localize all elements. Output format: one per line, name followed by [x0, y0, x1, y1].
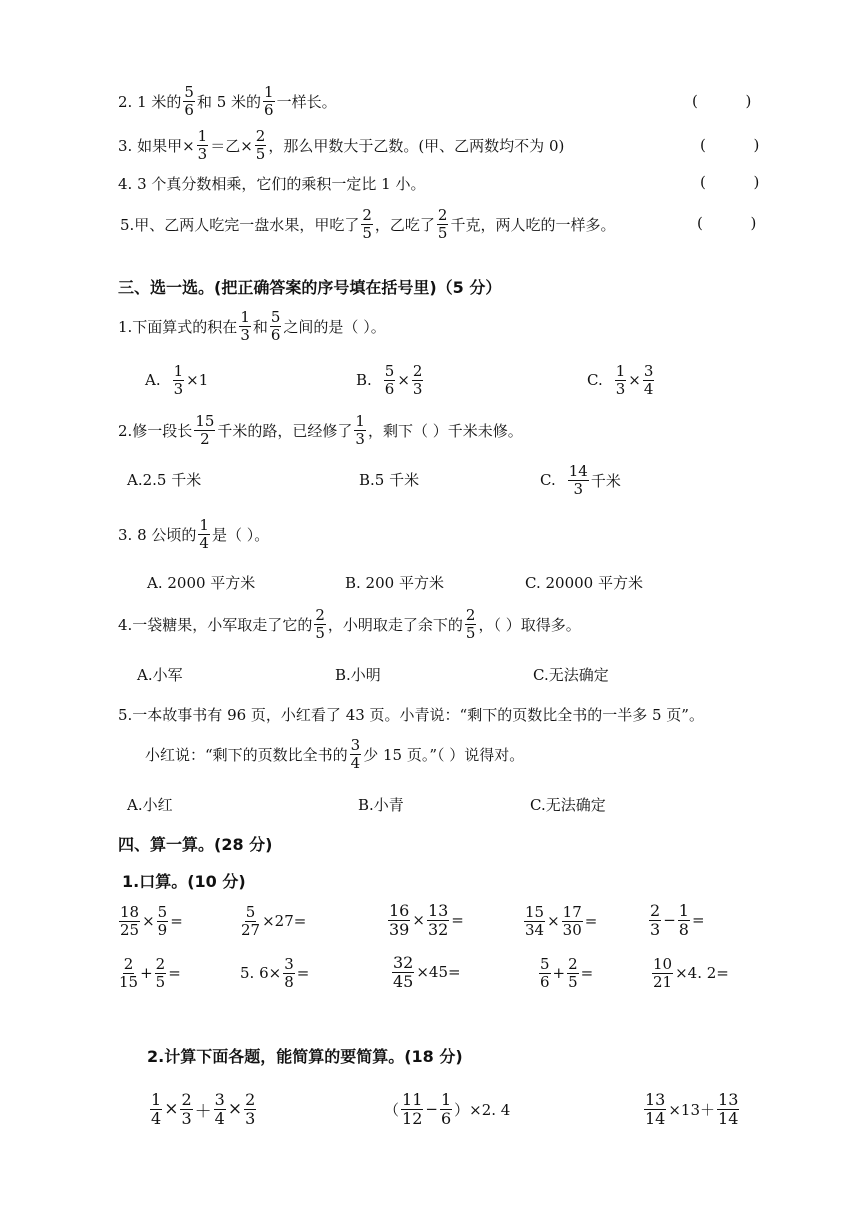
tf-q2-text-a: 2. 1 米的	[118, 92, 182, 111]
option-b[interactable]: B. $\frac{5}{6}$ × $\frac{2}{3}$	[356, 361, 423, 398]
fraction: $\frac{32}{45}$	[393, 952, 414, 991]
choice-question-3: 3. 8 公顷的 $\frac{1}{4}$ 是（ ）。	[118, 515, 270, 552]
option-a[interactable]: A. $\frac{1}{3}$ ×1	[145, 361, 209, 398]
option-a[interactable]: A. 2000 平方米	[147, 574, 256, 592]
fraction: $\frac{3}{4}$	[214, 1089, 225, 1128]
fraction: $\frac{2}{5}$	[568, 954, 578, 991]
answer-blank[interactable]: ( )	[700, 173, 760, 191]
fraction: $\frac{1}{3}$	[240, 307, 250, 344]
fraction: $\frac{13}{14}$	[645, 1089, 666, 1128]
option-a[interactable]: A.2.5 千米	[127, 471, 202, 489]
option-c[interactable]: C. 20000 平方米	[525, 574, 643, 592]
oral-item: $\frac{5}{6}$ + $\frac{2}{5}$ =	[540, 954, 594, 991]
fraction: $\frac{5}{6}$	[540, 954, 550, 991]
fraction: $\frac{2}{5}$	[362, 205, 372, 242]
fraction: $\frac{2}{5}$	[465, 605, 476, 642]
oral-item: $\frac{2}{3}$ − $\frac{1}{8}$ =	[650, 900, 705, 939]
choice-question-1: 1.下面算式的积在 $\frac{1}{3}$ 和 $\frac{5}{6}$ 之间的是（ ）。	[118, 307, 386, 344]
fraction: $\frac{1}{8}$	[678, 900, 689, 939]
fraction: $\frac{13}{14}$	[718, 1089, 739, 1128]
fraction: $\frac{11}{12}$	[402, 1089, 423, 1128]
fraction: $\frac{2}{3}$	[181, 1089, 192, 1128]
oral-item: $\frac{32}{45}$ ×45=	[393, 952, 461, 991]
option-c[interactable]: C. $\frac{1}{3}$ × $\frac{3}{4}$	[587, 361, 654, 398]
tf-question-3: 3. 如果甲× $\frac{1}{3}$ ＝乙× $\frac{2}{5}$ ，那么甲数大于乙数。(甲、乙两数均不为 0)	[118, 126, 565, 163]
fraction: $\frac{1}{3}$	[355, 411, 365, 448]
fraction: $\frac{14}{3}$	[568, 461, 588, 498]
fraction: $\frac{2}{3}$	[245, 1089, 256, 1128]
fraction: $\frac{18}{25}$	[120, 902, 140, 939]
fraction: $\frac{1}{3}$	[197, 126, 208, 163]
option-b[interactable]: B. 200 平方米	[345, 574, 444, 592]
oral-calc-title: 1.口算。(10 分)	[122, 872, 246, 891]
fraction: $\frac{2}{5}$	[155, 954, 166, 991]
fraction: $\frac{2}{5}$	[437, 205, 448, 242]
choice-question-5-line2: 小红说：“剩下的页数比全书的 $\frac{3}{4}$ 少 15 页。”（ ）说得对。	[145, 735, 525, 772]
section-3-title: 三、选一选。(把正确答案的序号填在括号里)（5 分）	[118, 278, 502, 297]
calc-item-3: $\frac{13}{14}$ ×13＋ $\frac{13}{14}$	[645, 1089, 739, 1128]
fraction: $\frac{16}{39}$	[389, 900, 410, 939]
fraction: $\frac{5}{6}$	[270, 307, 281, 344]
calc-title: 2.计算下面各题，能简算的要简算。(18 分)	[147, 1047, 463, 1066]
option-a[interactable]: A.小红	[127, 796, 173, 814]
fraction: $\frac{15}{34}$	[525, 902, 545, 939]
option-b[interactable]: B.小明	[335, 666, 381, 684]
choice-question-4: 4.一袋糖果，小军取走了它的 $\frac{2}{5}$ ，小明取走了余下的 $\frac{2}{5}$ ，（ ）取得多。	[118, 605, 581, 642]
fraction: $\frac{5}{6}$	[184, 82, 194, 119]
fraction: $\frac{1}{6}$	[264, 82, 274, 119]
fraction: $\frac{2}{3}$	[650, 900, 661, 939]
oral-item: $\frac{2}{15}$ + $\frac{2}{5}$ =	[119, 954, 181, 991]
choice-question-2: 2.修一段长 $\frac{15}{2}$ 千米的路，已经修了 $\frac{1}{3}$ ，剩下（ ）千米未修。	[118, 411, 523, 448]
fraction: $\frac{13}{32}$	[427, 900, 449, 939]
oral-item: $\frac{18}{25}$ × $\frac{5}{9}$ =	[120, 902, 183, 939]
fraction: $\frac{1}{3}$	[615, 361, 626, 398]
fraction: $\frac{5}{6}$	[384, 361, 395, 398]
fraction: $\frac{10}{21}$	[653, 954, 673, 991]
fraction: $\frac{17}{30}$	[562, 902, 582, 939]
fraction: $\frac{1}{3}$	[173, 361, 184, 398]
choice-question-5: 5.一本故事书有 96 页，小红看了 43 页。小青说：“剩下的页数比全书的一半多 5 页”。	[118, 706, 704, 724]
tf-question-2: 2. 1 米的 $\frac{5}{6}$ 和 5 米的 $\frac{1}{6}$ 一样长。	[118, 82, 337, 119]
option-b[interactable]: B.小青	[358, 796, 404, 814]
option-a[interactable]: A.小军	[137, 666, 183, 684]
fraction: $\frac{1}{6}$	[440, 1089, 452, 1128]
fraction: $\frac{1}{4}$	[151, 1089, 162, 1128]
answer-blank[interactable]: ( )	[692, 92, 752, 110]
fraction: $\frac{5}{27}$	[241, 902, 261, 939]
fraction: $\frac{3}{4}$	[350, 735, 361, 772]
fraction: $\frac{2}{5}$	[315, 605, 325, 642]
option-c[interactable]: C. $\frac{14}{3}$ 千米	[540, 461, 621, 498]
answer-blank[interactable]: ( )	[697, 214, 757, 232]
oral-item: 5. 6× $\frac{3}{8}$ =	[240, 954, 310, 991]
calc-item-1: $\frac{1}{4}$ × $\frac{2}{3}$ ＋ $\frac{3}{4}$ × $\frac{2}{3}$	[151, 1089, 256, 1128]
fraction: $\frac{1}{4}$	[199, 515, 209, 552]
option-c[interactable]: C.无法确定	[533, 666, 609, 684]
section-4-title: 四、算一算。(28 分)	[118, 835, 273, 854]
fraction: $\frac{2}{15}$	[119, 954, 139, 991]
fraction: $\frac{3}{4}$	[643, 361, 654, 398]
fraction: $\frac{2}{3}$	[412, 361, 423, 398]
tf-question-5: 5.甲、乙两人吃完一盘水果，甲吃了 $\frac{2}{5}$ ，乙吃了 $\frac{2}{5}$ 千克，两人吃的一样多。	[120, 205, 616, 242]
answer-blank[interactable]: ( )	[700, 136, 760, 154]
fraction: $\frac{3}{8}$	[284, 954, 294, 991]
oral-item: $\frac{10}{21}$ ×4. 2=	[653, 954, 729, 991]
calc-item-2: （ $\frac{11}{12}$ − $\frac{1}{6}$ ）×2. 4	[384, 1089, 511, 1128]
fraction: $\frac{2}{5}$	[255, 126, 266, 163]
tf-question-4: 4. 3 个真分数相乘，它们的乘积一定比 1 小。	[118, 174, 426, 193]
option-c[interactable]: C.无法确定	[530, 796, 606, 814]
option-b[interactable]: B.5 千米	[359, 471, 420, 489]
fraction: $\frac{15}{2}$	[195, 411, 215, 448]
oral-item: $\frac{15}{34}$ × $\frac{17}{30}$ =	[525, 902, 598, 939]
oral-item: $\frac{5}{27}$ ×27=	[241, 902, 307, 939]
oral-item: $\frac{16}{39}$ × $\frac{13}{32}$ =	[389, 900, 464, 939]
fraction: $\frac{5}{9}$	[157, 902, 168, 939]
